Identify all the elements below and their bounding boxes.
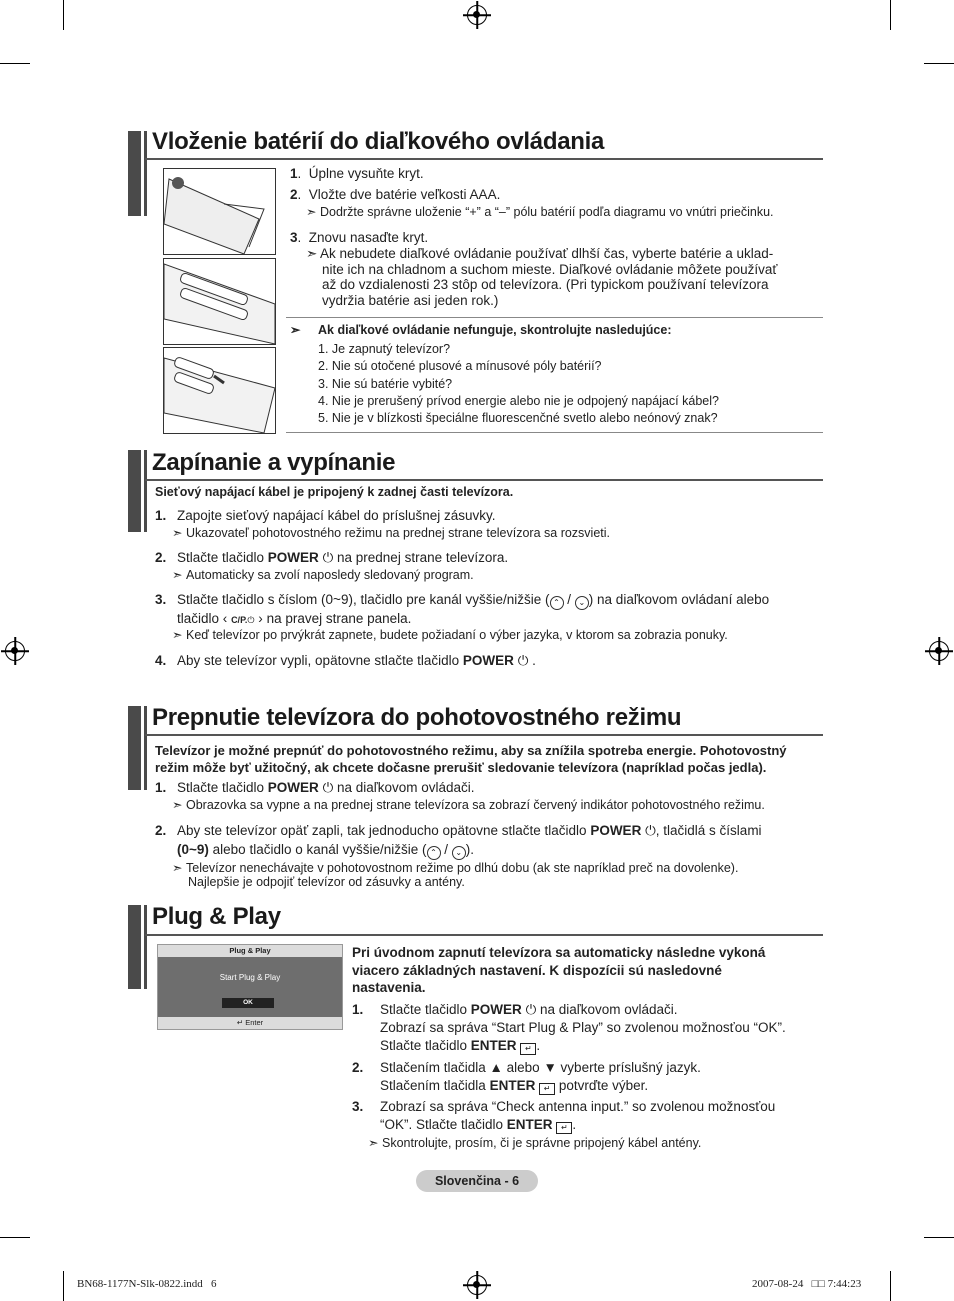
section-rule [145,158,823,160]
enter-icon: ↵ [520,1043,536,1055]
registration-mark-icon [467,5,487,25]
list-item: 1. Je zapnutý televízor? [318,342,451,356]
section-rule [145,934,823,936]
step-3: 3. Znovu nasaďte kryt. [290,230,429,245]
power-step-2-note: ➣ Automaticky sa zvolí naposledy sledovaný program. [172,568,474,582]
section-rule [145,479,823,481]
standby-intro: Televízor je možné prepnúť do pohotovostného režimu, aby sa znížila spotreba energie. Pohotovostný režim môže byť užitočný, ak chcete dočasne prerušiť sledovanie televízora (napríklad počas jedla). [155,743,787,775]
check-list [318,341,719,427]
channel-down-icon: ⌄ [452,846,466,860]
power-icon: ⏻ [525,1002,537,1017]
power-step-3-note: ➣ Keď televízor po prvýkrát zapnete, budete požiadaní o výber jazyka, v ktorom sa zobrazia ponuky. [172,628,728,642]
section-title-standby: Prepnutie televízora do pohotovostného režimu [152,704,682,731]
remote-illustration-1 [163,168,276,255]
standby-step-2-note: ➣ Televízor nenechávajte v pohotovostnom režime po dlhú dobu (ak ste napríklad preč na dovolenke). Najlepšie je odpojiť televízor od zásuvky a antény. [172,861,739,889]
standby-step-1: 1. Stlačte tlačidlo POWER ⏻ na diaľkovom ovládači. [155,780,475,795]
section-title-plug-play: Plug & Play [152,903,281,930]
section-bar [128,450,144,532]
channel-up-icon: ⌃ [550,596,564,610]
crop-mark [0,63,30,64]
standby-step-2-line2: (0~9) alebo tlačidlo o kanál vyššie/nižšie ( ⌃ / ⌄ ). [177,841,474,860]
list-item: 4. Nie je prerušený prívod energie alebo nie je odpojený napájací kábel? [318,393,719,408]
crop-mark [890,0,891,30]
standby-step-2: 2. Aby ste televízor opäť zapli, tak jednoducho opätovne stlačte tlačidlo POWER ⏻, tlačidlá s číslami [155,823,762,838]
section-title-power: Zapínanie a vypínanie [152,449,396,476]
osd-ok-button: OK [222,998,274,1008]
page-footer-label: Slovenčina - 6 [416,1170,538,1192]
list-item: 5. Nie je v blízkosti špeciálne fluorescenčné svetlo alebo neónový znak? [318,411,718,426]
enter-icon: ↵ [539,1083,555,1095]
section-bar [128,905,144,989]
power-icon: ⏻ [645,823,656,838]
standby-step-1-note: ➣ Obrazovka sa vypne a na prednej strane televízora sa zobrazí červený indikátor pohotovostného režimu. [172,798,765,812]
channel-up-icon: ⌃ [427,846,441,860]
divider [286,317,823,318]
crop-mark [63,0,64,30]
enter-icon: ↵ [236,1018,244,1027]
power-intro: Sieťový napájací kábel je pripojený k zadnej časti televízora. [155,485,514,499]
chevron-left-icon: ‹ [222,611,228,626]
step-2: 2. Vložte dve batérie veľkosti AAA. [290,187,501,202]
enter-icon: ↵ [556,1122,572,1134]
remote-illustration-2 [163,258,276,345]
power-icon: ⏻ [322,780,334,795]
power-step-2: 2. Stlačte tlačidlo POWER ⏻ na prednej strane televízora. [155,550,509,565]
plug-step-3-note: ➣ Skontrolujte, prosím, či je správne pripojený kábel antény. [368,1136,702,1150]
section-rule [145,734,823,736]
print-date-info: 2007-08-24 □□ 7:44:23 [752,1278,862,1290]
power-icon: ⏻ [517,653,529,668]
registration-mark-icon [5,641,25,661]
list-item: 3. Nie sú batérie vybité? [318,376,453,391]
power-icon: ⏻ [247,615,255,625]
power-step-3: 3. Stlačte tlačidlo s číslom (0~9), tlačidlo pre kanál vyššie/nižšie ( ⌃ / ⌄ ) na diaľkovom ovládaní alebo [155,591,769,610]
step-2-note: ➣ Dodržte správne uloženie “+” a “–” pólu batérií podľa diagramu vo vnútri priečinku. [306,205,774,219]
divider [286,432,823,433]
power-step-1: 1. Zapojte sieťový napájací kábel do príslušnej zásuvky. [155,508,496,523]
power-icon: ⏻ [322,550,334,565]
section-bar [128,131,144,216]
power-step-1-note: ➣ Ukazovateľ pohotovostného režimu na prednej strane televízora sa rozsvieti. [172,526,611,540]
step-3-note: ➣ Ak nebudete diaľkové ovládanie používať dlhší čas, vyberte batérie a uklad- nite ich na chladnom a suchom mieste. Diaľkové ovládanie môžete používať až do vzdialenosti 23 stôp od televízora. (Pri typickom používaní televízora vydržia batérie asi jeden rok.) [306,246,778,308]
crop-mark [924,63,954,64]
plug-step-3: 3. Zobrazí sa správa “Check antenna input.” so zvolenou možnosťou “OK”. Stlačte tlačidlo ENTER ↵ . [352,1099,776,1132]
crop-mark [63,1271,64,1301]
crop-mark [924,1237,954,1238]
power-step-4: 4. Aby ste televízor vypli, opätovne stlačte tlačidlo POWER ⏻ . [155,653,536,668]
crop-mark [0,1237,30,1238]
osd-text: Start Plug & Play [219,973,281,982]
channel-down-icon: ⌄ [575,596,589,610]
registration-mark-icon [929,641,949,661]
registration-mark-icon [467,1275,487,1295]
power-step-3-line2: tlačidlo ‹ C/P.⏻ › na pravej strane panela. [177,611,412,626]
check-title: ➣ Ak diaľkové ovládanie nefunguje, skontrolujte nasledujúce: [290,323,672,337]
print-file-info: BN68-1177N-Slk-0822.indd 6 [77,1278,217,1290]
chevron-right-icon: › [258,611,263,626]
section-bar [128,706,144,790]
crop-mark [890,1271,891,1301]
remote-illustration-3 [163,347,276,434]
plug-intro: Pri úvodnom zapnutí televízora sa automaticky následne vykoná viacero základných nastavení. K dispozícii sú nasledovné nastavenia. [352,945,766,995]
plug-step-2: 2. Stlačením tlačidla ▲ alebo ▼ vyberte príslušný jazyk. Stlačením tlačidla ENTER ↵ potvrďte výber. [352,1060,701,1093]
osd-title: Plug & Play [158,945,342,957]
osd-footer: ↵ Enter [158,1017,342,1029]
osd-screenshot [157,944,343,1030]
list-item: 2. Nie sú otočené plusové a mínusové póly batérií? [318,359,602,374]
section-title-batteries: Vloženie batérií do diaľkového ovládania [152,128,605,155]
plug-step-1: 1. Stlačte tlačidlo POWER ⏻ na diaľkovom ovládači. Zobrazí sa správa “Start Plug & Play” so zvolenou možnosťou “OK”. Stlačte tlačidlo ENTER ↵ . [352,1002,786,1053]
step-1: 1. Úplne vysuňte kryt. [290,166,424,181]
